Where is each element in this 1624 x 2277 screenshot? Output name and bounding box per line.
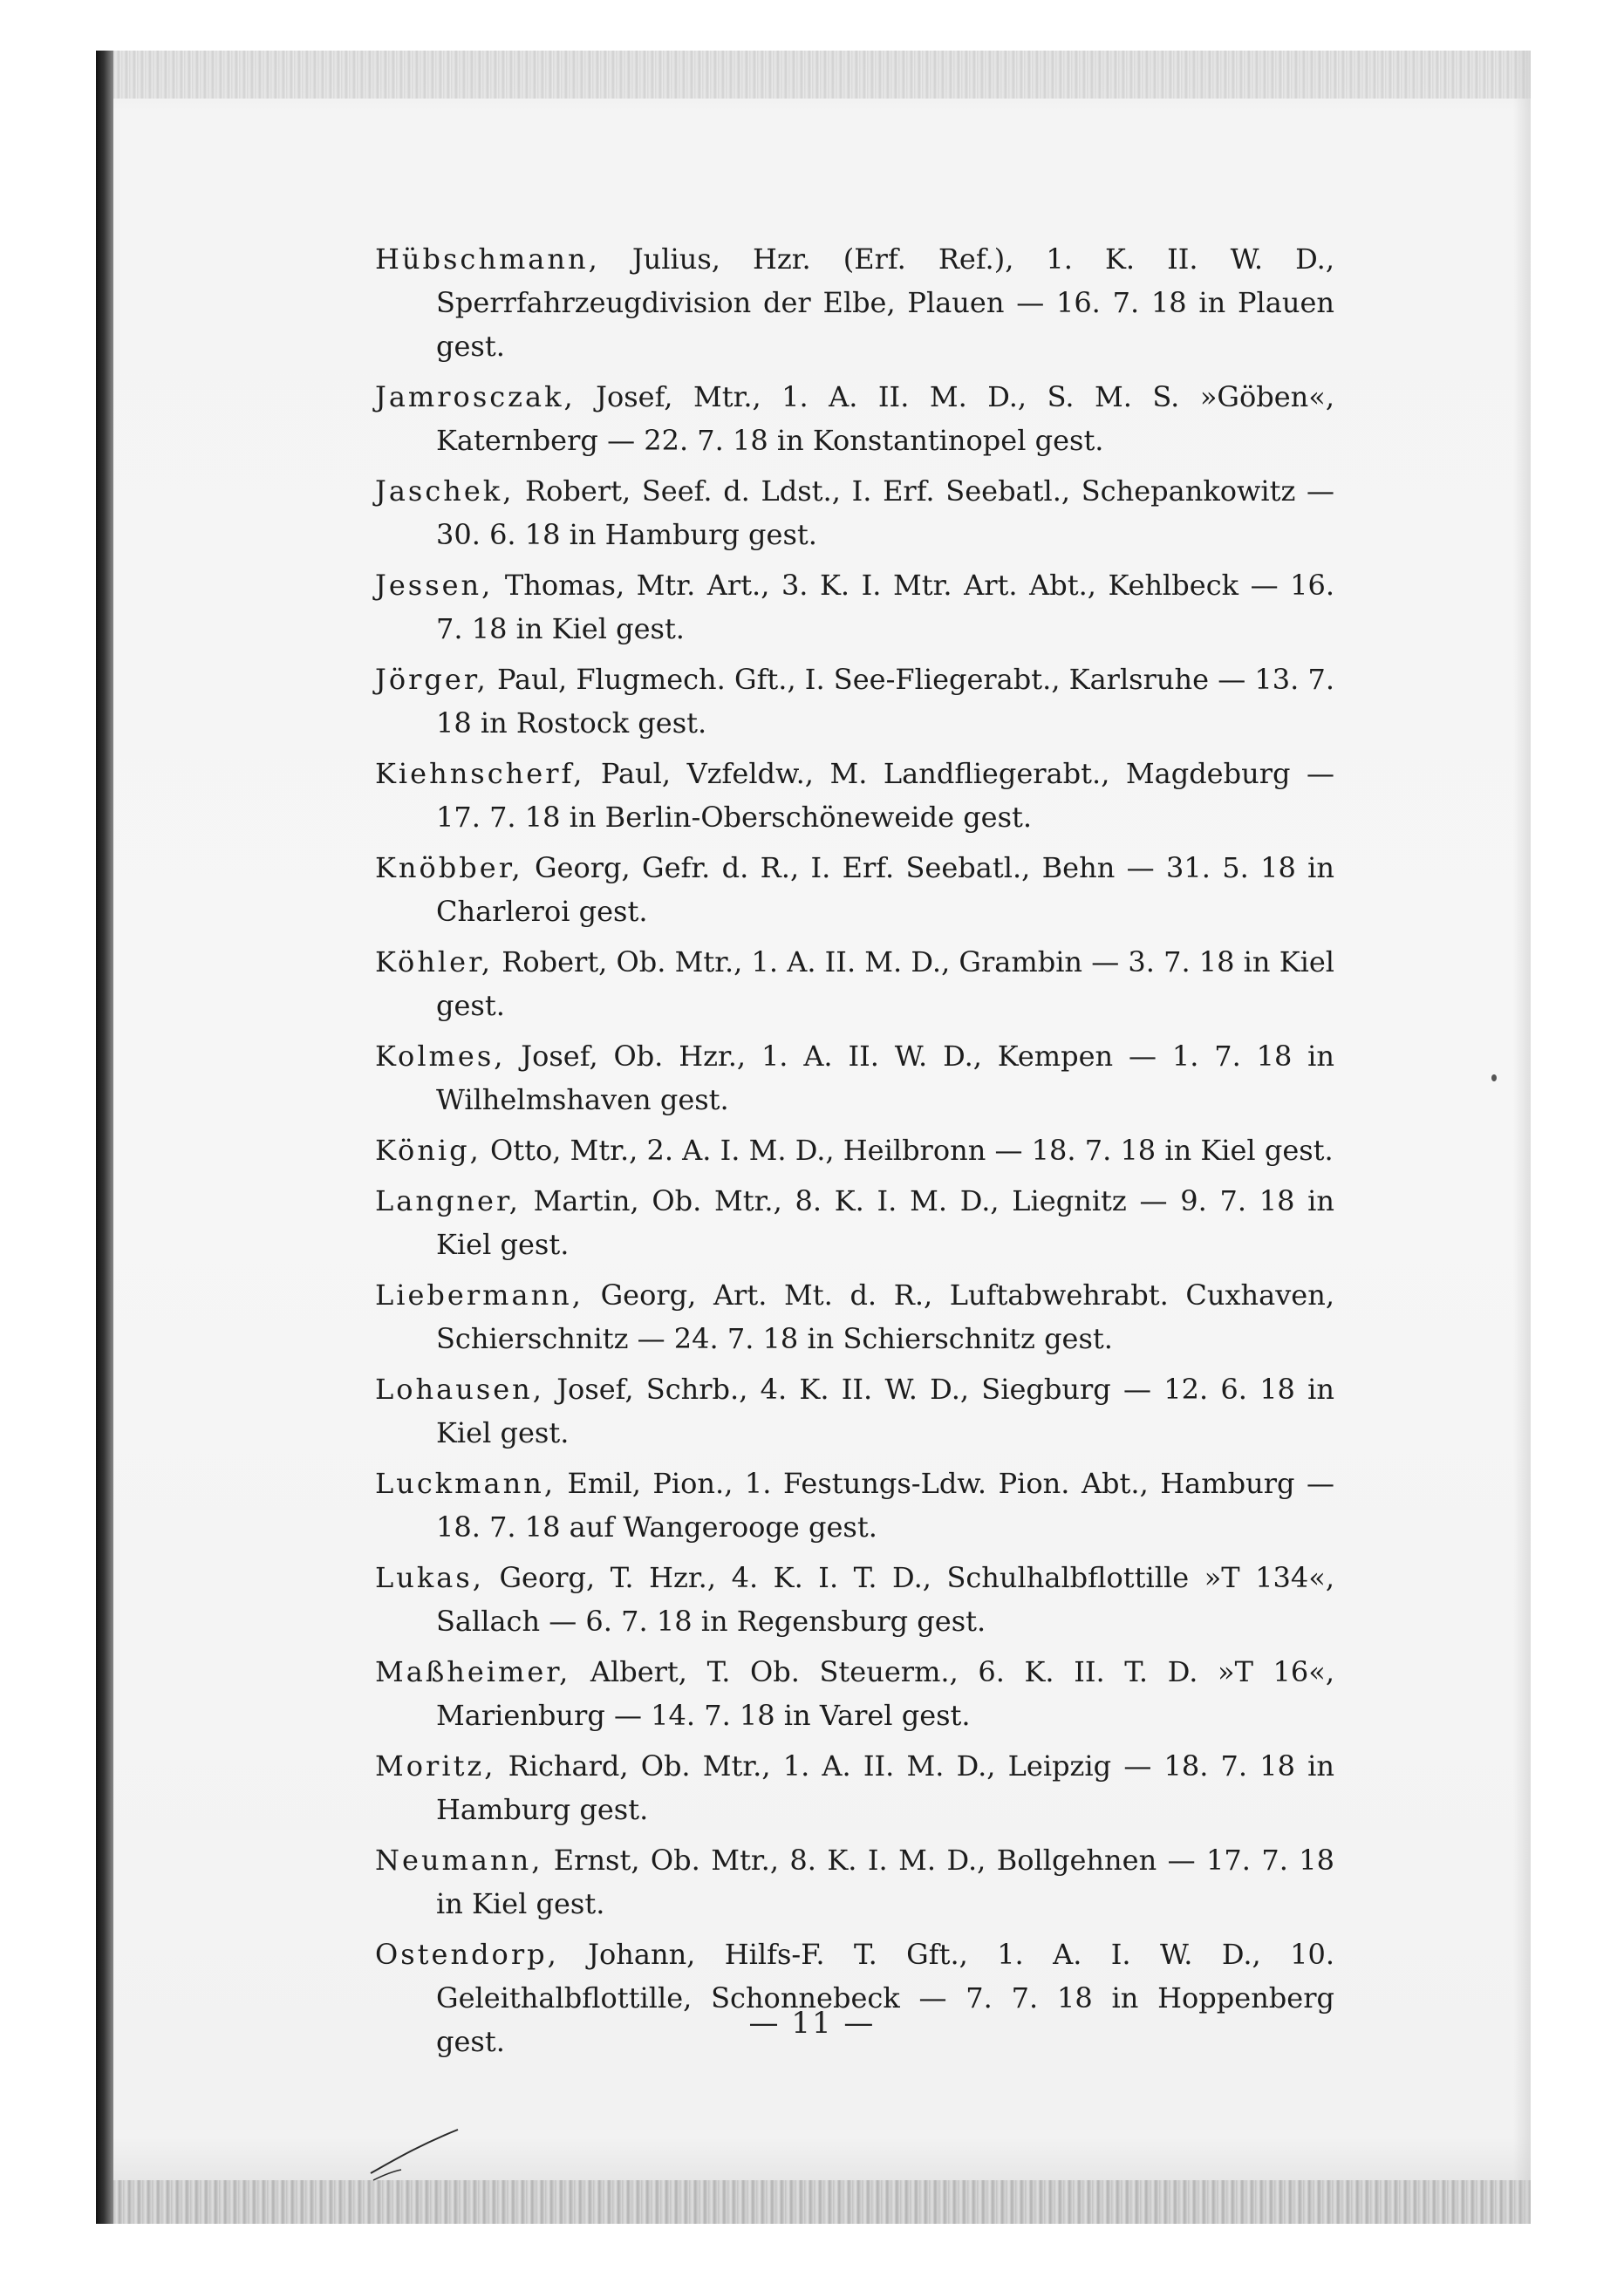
entry-surname: Liebermann, bbox=[375, 1278, 583, 1312]
entry-details: Emil, Pion., 1. Festungs-Ldw. Pion. Abt., Hamburg — 18. 7. 18 auf Wangerooge gest. bbox=[436, 1467, 1335, 1544]
entry-details: Paul, Vzfeldw., M. Landfliegerabt., Magdeburg — 17. 7. 18 in Berlin-Oberschöneweide gest. bbox=[436, 757, 1335, 834]
entry-details: Paul, Flugmech. Gft., I. See-Fliegerabt., Karlsruhe — 13. 7. 18 in Rostock gest. bbox=[436, 663, 1335, 740]
list-entry bbox=[375, 940, 1334, 1027]
entry-details: Robert, Ob. Mtr., 1. A. II. M. D., Grambin — 3. 7. 18 in Kiel gest. bbox=[436, 945, 1335, 1022]
entry-details: Georg, T. Hzr., 4. K. I. T. D., Schulhalbflottille »T 134«, Sallach — 6. 7. 18 in Regensburg gest. bbox=[436, 1561, 1335, 1638]
page-number: — 11 — bbox=[748, 2006, 876, 2041]
entry-details: Georg, Gefr. d. R., I. Erf. Seebatl., Behn — 31. 5. 18 in Charleroi gest. bbox=[436, 851, 1335, 928]
entry-surname: Jamrosczak, bbox=[375, 380, 576, 413]
entry-surname: König, bbox=[375, 1134, 481, 1167]
entry-surname: Köhler, bbox=[375, 945, 494, 978]
entry-surname: Jaschek, bbox=[375, 474, 515, 508]
entry-details: Ernst, Ob. Mtr., 8. K. I. M. D., Bollgehnen — 17. 7. 18 in Kiel gest. bbox=[436, 1844, 1334, 1920]
entry-details: Georg, Art. Mt. d. R., Luftabwehrabt. Cuxhaven, Schierschnitz — 24. 7. 18 in Schierschnitz gest. bbox=[436, 1278, 1335, 1355]
entry-surname: Neumann, bbox=[375, 1844, 543, 1877]
entry-details: Otto, Mtr., 2. A. I. M. D., Heilbronn — 18. 7. 18 in Kiel gest. bbox=[489, 1134, 1334, 1167]
list-entry bbox=[375, 1744, 1334, 1831]
entry-details: Robert, Seef. d. Ldst., I. Erf. Seebatl., Schepankowitz — 30. 6. 18 in Hamburg gest. bbox=[436, 474, 1335, 551]
list-entry bbox=[375, 1179, 1334, 1266]
pen-stroke-mark bbox=[366, 2119, 462, 2189]
list-entry bbox=[375, 1273, 1334, 1360]
entry-details: Martin, Ob. Mtr., 8. K. I. M. D., Liegnitz — 9. 7. 18 in Kiel gest. bbox=[436, 1184, 1335, 1261]
list-entry bbox=[375, 658, 1334, 745]
list-entry bbox=[375, 1650, 1334, 1737]
entry-details: Albert, T. Ob. Steuerm., 6. K. II. T. D. »T 16«, Marienburg — 14. 7. 18 in Varel gest. bbox=[436, 1655, 1335, 1732]
casualty-list bbox=[375, 237, 1334, 2070]
entry-details: Julius, Hzr. (Erf. Ref.), 1. K. II. W. D., Sperrfahrzeugdivision der Elbe, Plauen — 16. 7. 18 in Plauen gest. bbox=[436, 242, 1335, 363]
entry-surname: Langner, bbox=[375, 1184, 521, 1217]
scan-noise-top bbox=[113, 51, 1531, 99]
entry-surname: Moritz, bbox=[375, 1749, 496, 1783]
entry-surname: Jörger, bbox=[375, 663, 488, 696]
binding-edge bbox=[96, 51, 113, 2224]
list-entry bbox=[375, 1034, 1334, 1121]
entry-details: Josef, Mtr., 1. A. II. M. D., S. M. S. »Göben«, Katernberg — 22. 7. 18 in Konstantinopel gest. bbox=[436, 380, 1335, 457]
list-entry bbox=[375, 563, 1334, 651]
entry-surname: Luckmann, bbox=[375, 1467, 556, 1500]
entry-details: Josef, Schrb., 4. K. II. W. D., Siegburg — 12. 6. 18 in Kiel gest. bbox=[436, 1373, 1335, 1449]
entry-surname: Knöbber, bbox=[375, 851, 523, 884]
page-shadow-right bbox=[1513, 51, 1531, 2224]
entry-surname: Ostendorp, bbox=[375, 1938, 559, 1971]
list-entry bbox=[375, 1128, 1334, 1172]
entry-surname: Kolmes, bbox=[375, 1040, 506, 1073]
list-entry bbox=[375, 237, 1334, 368]
entry-details: Johann, Hilfs-F. T. Gft., 1. A. I. W. D., 10. Geleithalbflottille, Schonnebeck — 7. 7. 18 in Hoppenberg gest. bbox=[436, 1938, 1335, 2058]
list-entry bbox=[375, 375, 1334, 462]
entry-details: Thomas, Mtr. Art., 3. K. I. Mtr. Art. Abt., Kehlbeck — 16. 7. 18 in Kiel gest. bbox=[436, 569, 1334, 645]
entry-surname: Kiehnscherf, bbox=[375, 757, 585, 790]
list-entry bbox=[375, 1933, 1334, 2063]
list-entry bbox=[375, 1462, 1334, 1549]
entry-details: Josef, Ob. Hzr., 1. A. II. W. D., Kempen — 1. 7. 18 in Wilhelmshaven gest. bbox=[436, 1040, 1335, 1116]
list-entry bbox=[375, 1367, 1334, 1455]
list-entry bbox=[375, 1838, 1334, 1926]
scan-noise-bottom bbox=[113, 2180, 1531, 2224]
entry-surname: Hübschmann, bbox=[375, 242, 600, 276]
entry-surname: Lukas, bbox=[375, 1561, 484, 1594]
ink-speck bbox=[1491, 1074, 1497, 1081]
entry-surname: Lohausen, bbox=[375, 1373, 544, 1406]
list-entry bbox=[375, 469, 1334, 556]
list-entry bbox=[375, 1556, 1334, 1643]
list-entry bbox=[375, 752, 1334, 839]
list-entry bbox=[375, 846, 1334, 933]
entry-surname: Maßheimer, bbox=[375, 1655, 571, 1688]
entry-surname: Jessen, bbox=[375, 569, 494, 602]
entry-details: Richard, Ob. Mtr., 1. A. II. M. D., Leipzig — 18. 7. 18 in Hamburg gest. bbox=[436, 1749, 1335, 1826]
